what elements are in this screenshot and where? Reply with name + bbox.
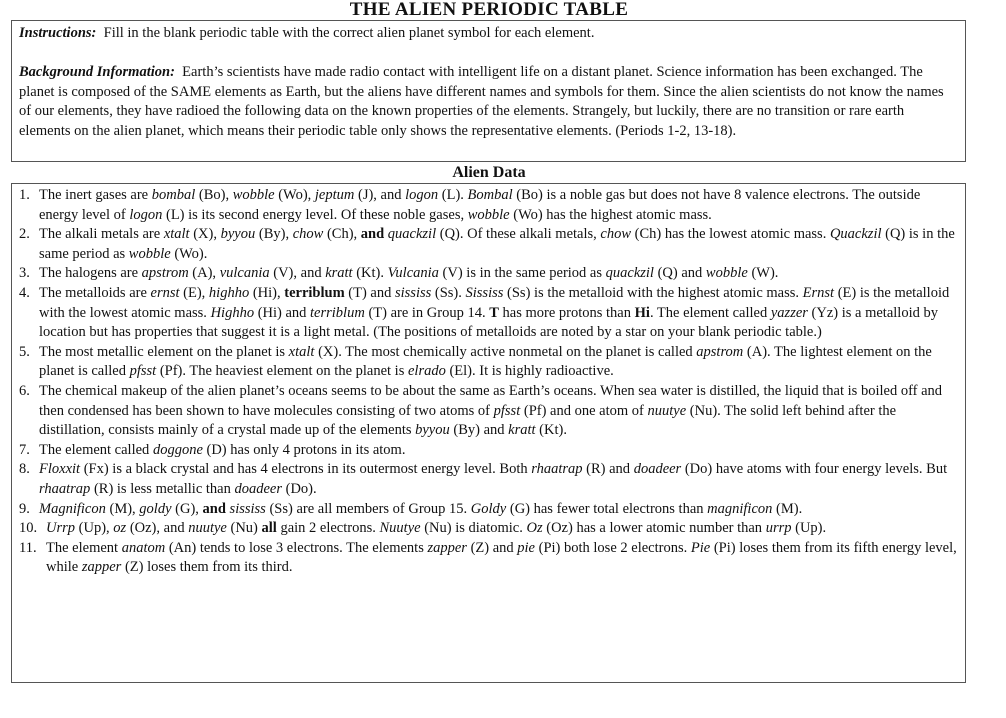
- list-item: [19, 343, 959, 382]
- list-item-text: The element anatom (An) tends to lose 3 electrons. The elements zapper (Z) and pie (Pi) both lose 2 electrons. Pie (Pi) loses them from its fifth energy level, while zapper (Z) loses them from its third.: [46, 539, 957, 576]
- list-item: [19, 186, 959, 225]
- list-item: [19, 382, 959, 441]
- background-paragraph: [19, 63, 958, 141]
- list-item-text: The element called doggone (D) has only 4 protons in its atom.: [39, 441, 406, 458]
- list-item-number: 3.: [19, 265, 30, 282]
- list-item-number: 5.: [19, 343, 30, 360]
- background-text: Earth’s scientists have made radio contact with intelligent life on a distant planet. Science information has been exchanged. The planet is composed of the SAME elements as Earth, but the aliens have different names and symbols for them. Since the alien scientists do not know the names of our elements, they have radioed the following data on the known properties of the elements. Strangely, but luckily, there are no transition or rare earth elements on the alien planet, which means their periodic table only shows the representative elements. (Periods 1-2, 13-18).: [19, 64, 944, 139]
- list-item: [19, 284, 959, 343]
- list-item-text: Urrp (Up), oz (Oz), and nuutye (Nu) all gain 2 electrons. Nuutye (Nu) is diatomic. Oz (Oz) has a lower atomic number than urrp (Up).: [46, 520, 827, 537]
- instructions-text: Fill in the blank periodic table with the correct alien planet symbol for each element.: [103, 25, 595, 41]
- instructions-label: Instructions:: [19, 25, 97, 41]
- page-title: THE ALIEN PERIODIC TABLE: [349, 0, 629, 20]
- list-item: [19, 264, 959, 284]
- list-item-number: 7.: [19, 441, 30, 458]
- list-item-text: The halogens are apstrom (A), vulcania (V), and kratt (Kt). Vulcania (V) is in the same period as quackzil (Q) and wobble (W).: [39, 265, 779, 282]
- list-item: [19, 225, 959, 264]
- list-item-text: The chemical makeup of the alien planet’s oceans seems to be about the same as Earth’s oceans. When sea water is distilled, the liquid that is boiled off and then condensed has been shown to have molecules consisting of two atoms of pfsst (Pf) and one atom of nuutye (Nu). The solid left behind after the distillation, consists mainly of a crystal made up of the elements byyou (By) and kratt (Kt).: [39, 382, 943, 439]
- instructions-paragraph: [19, 24, 958, 44]
- list-item-number: 8.: [19, 461, 30, 478]
- list-item-number: 1.: [19, 187, 30, 203]
- list-item-number: 2.: [19, 226, 30, 243]
- list-item: [19, 500, 959, 520]
- list-item-text: Floxxit (Fx) is a black crystal and has 4 electrons in its outermost energy level. Both rhaatrap (R) and doadeer (Do) have atoms with four energy levels. But rhaatrap (R) is less metallic than doadeer (Do).: [39, 461, 948, 497]
- list-item-text: The most metallic element on the planet is xtalt (X). The most chemically active nonmetal on the planet is called apstrom (A). The lightest element on the planet is called pfsst (Pf). The heaviest element on the planet is elrado (El). It is highly radioactive.: [39, 343, 932, 380]
- list-item-text: The inert gases are bombal (Bo), wobble (Wo), jeptum (J), and logon (L). Bombal (Bo) is a noble gas but does not have 8 valence electrons. The outside energy level of logon (L) is its second energy level. Of these noble gases, wobble (Wo) has the highest atomic mass.: [39, 187, 921, 223]
- list-item-text: The alkali metals are xtalt (X), byyou (By), chow (Ch), and quackzil (Q). Of these alkali metals, chow (Ch) has the lowest atomic mass. Quackzil (Q) is in the same period as wobble (Wo).: [39, 226, 955, 262]
- list-item: [19, 441, 959, 461]
- list-item: [19, 460, 959, 499]
- list-item-number: 9.: [19, 500, 30, 517]
- background-label: Background Information:: [19, 64, 175, 81]
- alien-data-title: Alien Data: [452, 164, 526, 181]
- list-item-number: 4.: [19, 284, 30, 301]
- alien-data-list: [19, 186, 959, 578]
- list-item-number: 10.: [19, 520, 38, 537]
- intro-box: [11, 20, 966, 162]
- list-item-number: 6.: [19, 382, 30, 399]
- list-item-number: 11.: [19, 539, 37, 556]
- alien-data-box: [11, 183, 966, 683]
- list-item-text: Magnificon (M), goldy (G), and sississ (Ss) are all members of Group 15. Goldy (G) has fewer total electrons than magnificon (M).: [39, 500, 803, 517]
- list-item: [19, 519, 959, 539]
- list-item: [19, 539, 959, 578]
- list-item-text: The metalloids are ernst (E), highho (Hi), terriblum (T) and sississ (Ss). Sississ (Ss) is the metalloid with the highest atomic mass. Ernst (E) is the metalloid with the lowest atomic mass. Highho (Hi) and terriblum (T) are in Group 14. T has more protons than Hi. The element called yazzer (Yz) is a metalloid by location but has properties that suggest it is a light metal. (The positions of metalloids are noted by a star on your blank periodic table.): [39, 284, 950, 341]
